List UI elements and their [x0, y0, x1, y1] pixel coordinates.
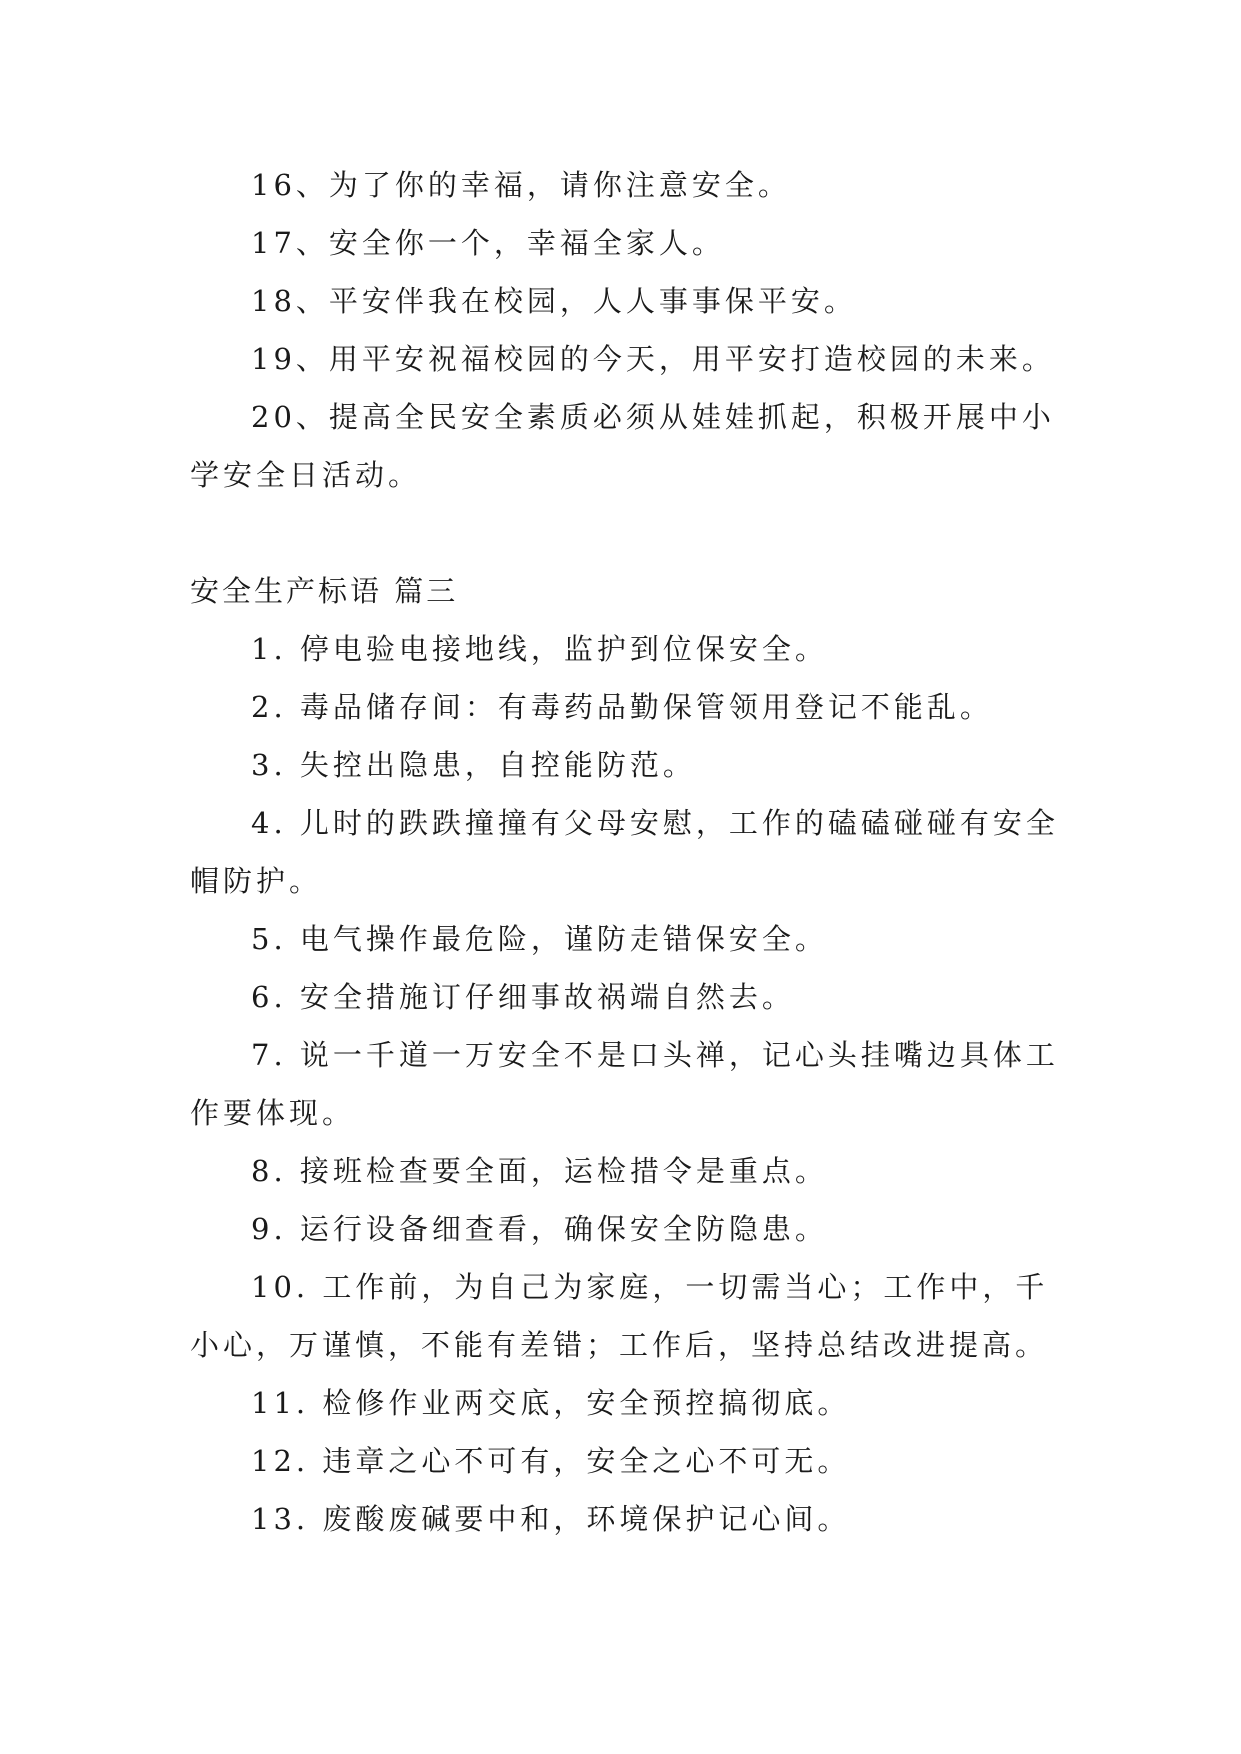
- list-item: 17、安全你一个，幸福全家人。: [251, 226, 725, 260]
- list-item: 16、为了你的幸福，请你注意安全。: [251, 168, 791, 202]
- list-item: 1. 停电验电接地线，监护到位保安全。: [251, 632, 828, 666]
- document-body: [190, 156, 1070, 1548]
- list-item: 19、用平安祝福校园的今天，用平安打造校园的未来。: [251, 342, 1055, 376]
- list-item: 12. 违章之心不可有，安全之心不可无。: [251, 1444, 851, 1478]
- list-item: 8. 接班检查要全面，运检措令是重点。: [251, 1154, 828, 1188]
- list-item: 10. 工作前，为自己为家庭，一切需当心；工作中，千小心，万谨慎，不能有差错；工作后，坚持总结改进提高。: [190, 1270, 1049, 1362]
- list-item: 11. 检修作业两交底，安全预控搞彻底。: [251, 1386, 851, 1420]
- list-item: 13. 废酸废碱要中和，环境保护记心间。: [251, 1502, 851, 1536]
- list-item: 6. 安全措施订仔细事故祸端自然去。: [251, 980, 795, 1014]
- list-item: 3. 失控出隐患，自控能防范。: [251, 748, 696, 782]
- list-item: 7. 说一千道一万安全不是口头禅，记心头挂嘴边具体工作要体现。: [190, 1038, 1059, 1130]
- list-item: 20、提高全民安全素质必须从娃娃抓起，积极开展中小学安全日活动。: [190, 400, 1055, 492]
- list-item: 9. 运行设备细查看，确保安全防隐患。: [251, 1212, 828, 1246]
- section-heading: 安全生产标语 篇三: [190, 574, 459, 608]
- list-item: 5. 电气操作最危险，谨防走错保安全。: [251, 922, 828, 956]
- list-item: 2. 毒品储存间：有毒药品勤保管领用登记不能乱。: [251, 690, 993, 724]
- list-item: 18、平安伴我在校园，人人事事保平安。: [251, 284, 857, 318]
- list-item: 4. 儿时的跌跌撞撞有父母安慰，工作的磕磕碰碰有安全帽防护。: [190, 806, 1059, 898]
